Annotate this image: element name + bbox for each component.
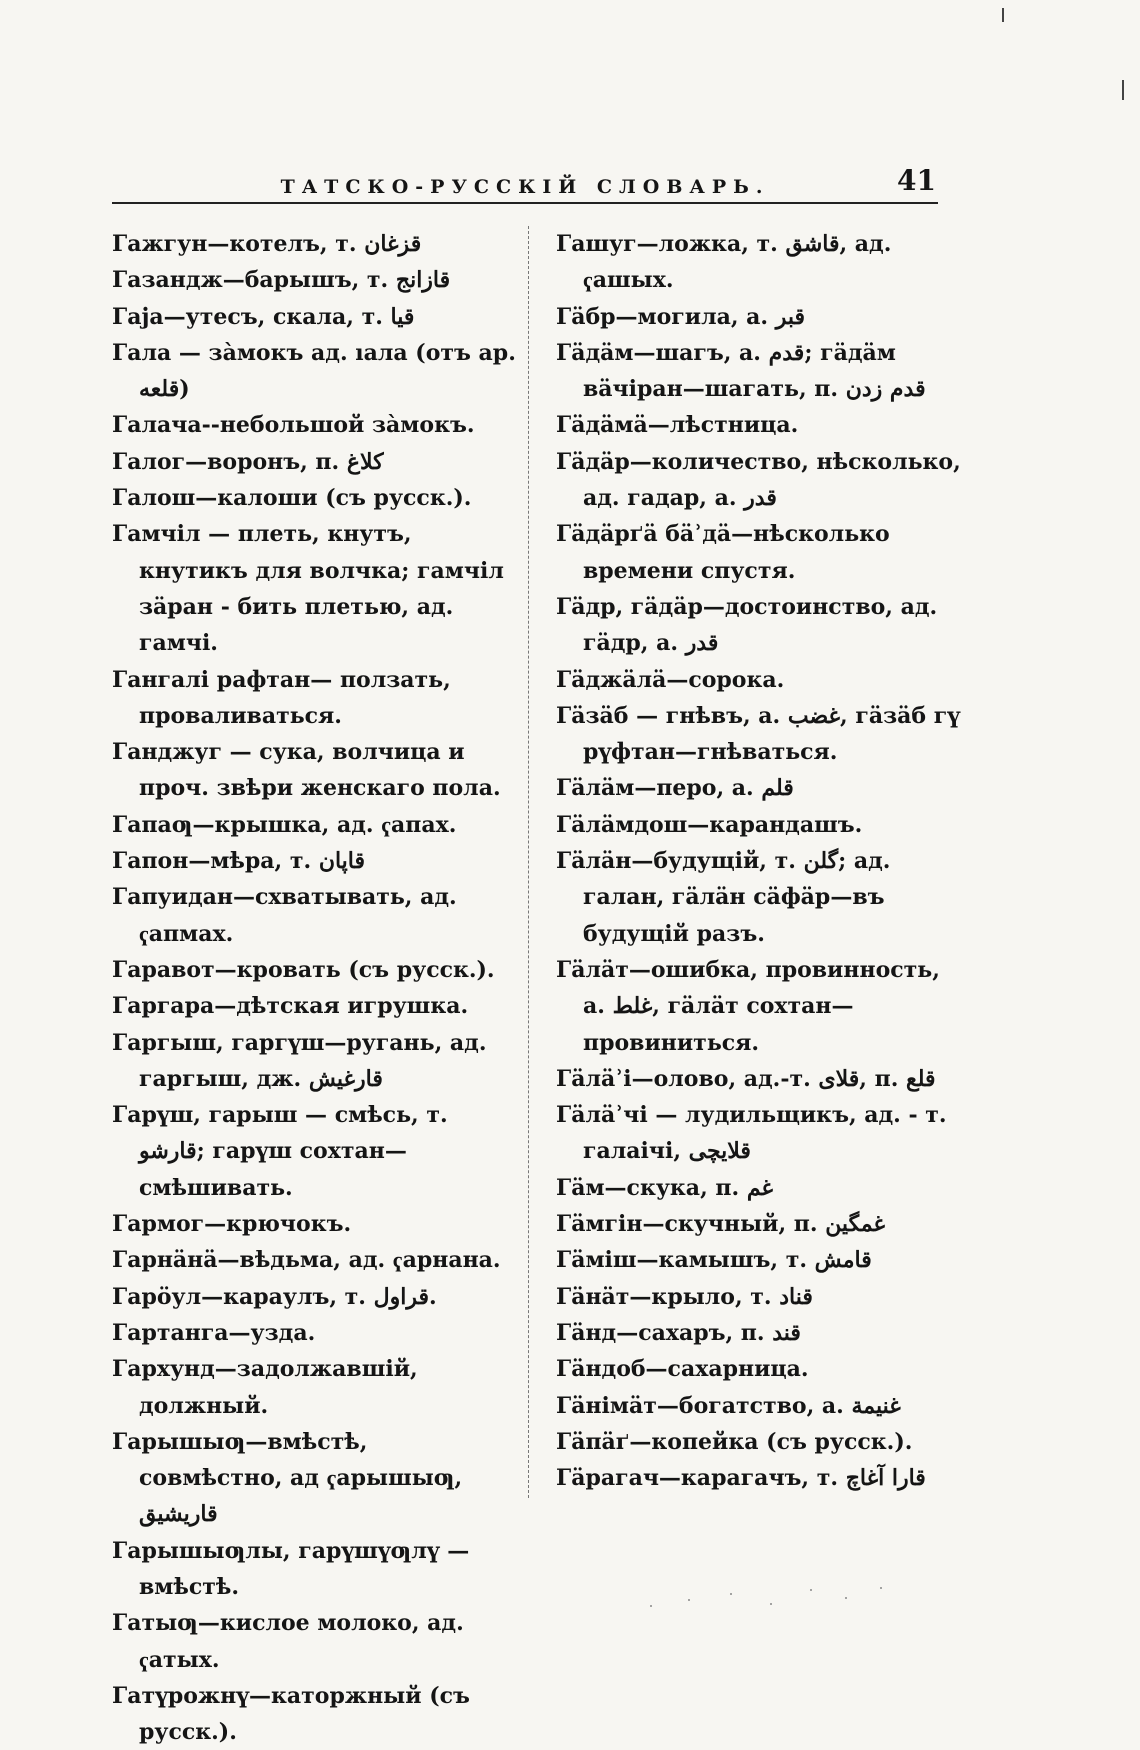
dictionary-entry: Гäпäґ—копейка (съ русск.). [556, 1428, 913, 1455]
dictionary-entry: Гäзäб — гнѣвъ, а. غضب, гäзäб гү рүфтан—гнѣваться. [556, 702, 960, 766]
right-column [556, 226, 962, 1496]
left-column [112, 226, 518, 1750]
page-number: 41 [897, 164, 936, 197]
margin-tick-top [1002, 8, 1004, 22]
dictionary-entry: Гархунд—задолжавшій, должный. [112, 1356, 418, 1419]
dictionary-entry: Гаравот—кровать (съ русск.). [112, 956, 495, 983]
dictionary-entry: Гангалі рафтан— ползать, проваливаться. [112, 666, 451, 729]
dictionary-entry: Гашуг—ложка, т. قاشق, ад. ҁашых. [556, 231, 892, 294]
dictionary-entry: Гäджäлä—сорока. [556, 666, 785, 693]
dictionary-entry: Гапон—мѣра, т. قاپان [112, 848, 366, 875]
dictionary-entry: Гарнäнä—вѣдьма, ад. ҁарнана. [112, 1247, 501, 1274]
dictionary-entry: Гарышыƣ—вмѣстѣ, совмѣстно, ад ҁарышыƣ, قاریشیق [112, 1428, 463, 1528]
dictionary-entry: Галош—калоши (съ русск.). [112, 485, 472, 512]
dictionary-entry: Гäндоб—сахарница. [556, 1356, 809, 1383]
column-divider [528, 226, 529, 1498]
dictionary-entry: Гатыƣ—кислое молоко, ад. ҁатых. [112, 1610, 464, 1673]
dictionary-entry: Гäдäрґä бäʾдä—нѣсколько времени спустя. [556, 521, 890, 584]
dictionary-entry: Гаргара—дѣтская игрушка. [112, 993, 469, 1020]
dictionary-entry: Гатүрожнү—каторжный (съ русск.). [112, 1682, 470, 1746]
dictionary-entry: Гäдäмä—лѣстница. [556, 412, 799, 439]
dictionary-entry: Гäдр, гäдäр—достоинство, ад. гäдр, а. قدر [556, 593, 938, 657]
dictionary-entry: Гäлäн—будущій, т. گلن; ад. галан, гäлäн сäфäр—въ будущій разъ. [556, 848, 891, 947]
dictionary-entry: Гажгун—котелъ, т. قزغان [112, 231, 422, 257]
dictionary-entry: Гарöул—караулъ, т. قراول. [112, 1283, 437, 1310]
dictionary-entry: Гäлäʾчі — лудильщикъ, ад. - т. галаічі, قلایچی [556, 1102, 947, 1165]
dictionary-entry: Гармог—крючокъ. [112, 1211, 352, 1238]
dictionary-entry: Ганджуг — сука, волчица и проч. звѣри женскаго пола. [112, 739, 501, 802]
dictionary-entry: Гäнімäт—богатство, а. غنیمة [556, 1392, 901, 1419]
dictionary-entry: Гамчіл — плеть, кнутъ, кнутикъ для волчка; гамчіл зäран - бить плетью, ад. гамчі. [112, 521, 504, 657]
dictionary-entry: Гäм—скука, п. غم [556, 1174, 773, 1201]
dictionary-entry: Галача--небольшой зàмокъ. [112, 412, 475, 439]
margin-tick-right [1122, 80, 1124, 100]
dictionary-entry: Гартанга—узда. [112, 1319, 316, 1346]
dictionary-entry: Гäмгін—скучный, п. غمگین [556, 1211, 885, 1238]
dictionary-entry: Гäлäм—перо, а. قلم [556, 775, 794, 802]
dictionary-entry: Гала — зàмокъ ад. ıала (отъ ар. قلعه) [112, 339, 516, 403]
dictionary-entry: Гäлäʾі—олово, ад.-т. قلای, п. قلع [556, 1065, 936, 1092]
dictionary-entry: Гäнд—сахаръ, п. قند [556, 1319, 801, 1346]
dictionary-entry: Гäдäм—шагъ, а. قدم; гäдäм вäчіран—шагать, п. قدم زدن [556, 339, 926, 403]
dictionary-entry: Гäбр—могила, а. قبر [556, 303, 806, 330]
dictionary-entry: Гäміш—камышъ, т. قامش [556, 1247, 872, 1274]
header-rule [112, 202, 938, 204]
dictionary-entry: Гäлäмдош—карандашъ. [556, 811, 863, 838]
dictionary-entry: Газандж—барышъ, т. قازانج [112, 267, 451, 294]
dictionary-entry: Гарышыƣлы, гарүшүƣлү — вмѣстѣ. [112, 1537, 470, 1600]
dictionary-entry: Гäлäт—ошибка, провинность, а. غلط, гäлäт сохтан—провиниться. [556, 956, 940, 1056]
dictionary-entry: Гапаƣ—крышка, ад. ҁапах. [112, 811, 457, 838]
dictionary-entry: Гäдäр—количество, нѣсколько, ад. гадар, а. قدر [556, 448, 961, 512]
running-title: ТАТСКО-РУССКІЙ СЛОВАРЬ. [280, 176, 770, 198]
dictionary-entry: Галог—воронъ, п. كلاغ [112, 448, 384, 475]
scan-specks [640, 1585, 900, 1615]
dictionary-entry: Гапуидан—схватывать, ад. ҁапмах. [112, 884, 457, 947]
dictionary-entry: Гäнäт—крыло, т. قناد [556, 1283, 813, 1310]
dictionary-entry: Гäрагач—карагачъ, т. قارا آغاچ [556, 1465, 926, 1492]
dictionary-entry: Гаргыш, гаргүш—ругань, ад. гаргыш, дж. قارغيش [112, 1029, 487, 1092]
dictionary-entry: Гаја—утесъ, скала, т. قيا [112, 303, 415, 330]
dictionary-entry: Гарүш, гарыш — смѣсь, т. قارشو; гарүш сохтан—смѣшивать. [112, 1102, 448, 1201]
page-header [112, 164, 938, 204]
